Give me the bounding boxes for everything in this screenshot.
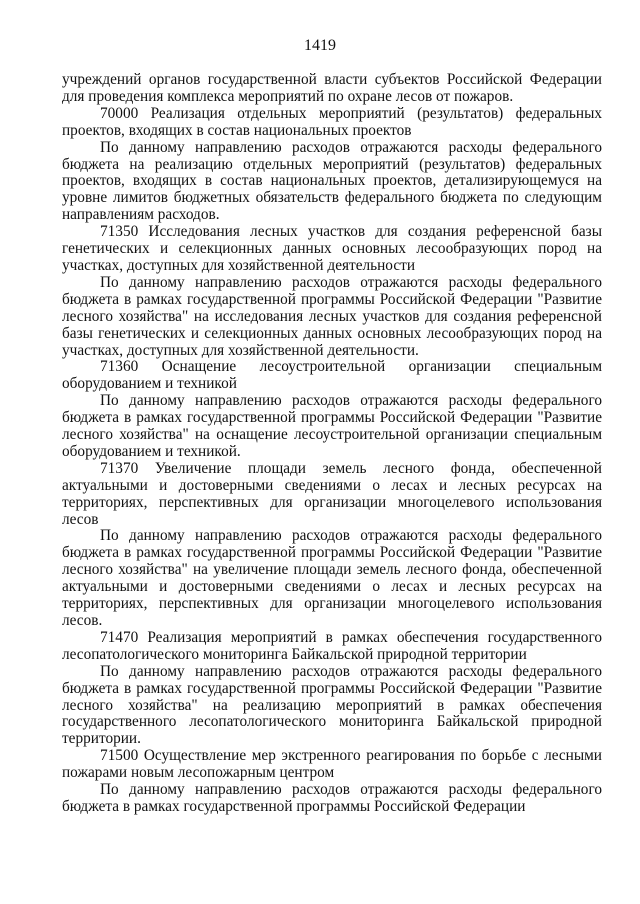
paragraph: По данному направлению расходов отражаются расходы федерального бюджета в рамках государственной программы Российской Федерации "Развитие лесного хозяйства" на оснащение лесоустроительной организации специальным оборудованием и техникой. xyxy=(62,392,602,460)
paragraph: учреждений органов государственной власти субъектов Российской Федерации для проведения комплекса мероприятий по охране лесов от пожаров. xyxy=(62,71,602,105)
document-body xyxy=(62,72,602,816)
paragraph: 71360 Оснащение лесоустроительной организации специальным оборудованием и техникой xyxy=(62,358,602,393)
paragraph: По данному направлению расходов отражаются расходы федерального бюджета в рамках государственной программы Российской Федерации "Развитие лесного хозяйства" на реализацию мероприятий в рамках обеспечения государственного лесопатологического мониторинга Байкальской природной территории. xyxy=(62,662,602,748)
paragraph: По данному направлению расходов отражаются расходы федерального бюджета в рамках государственной программы Российской Федерации xyxy=(62,781,602,815)
paragraph: 70000 Реализация отдельных мероприятий (результатов) федеральных проектов, входящих в состав национальных проектов xyxy=(62,104,602,139)
page-number: 1419 xyxy=(304,37,336,54)
paragraph: 71470 Реализация мероприятий в рамках обеспечения государственного лесопатологического мониторинга Байкальской природной территории xyxy=(62,628,602,663)
paragraph: По данному направлению расходов отражаются расходы федерального бюджета в рамках государственной программы Российской Федерации "Развитие лесного хозяйства" на исследования лесных участков для создания референсной базы генетических и селекционных данных основных лесообразующих пород на участках, доступных для хозяйственной деятельности. xyxy=(62,273,602,359)
paragraph: По данному направлению расходов отражаются расходы федерального бюджета в рамках государственной программы Российской Федерации "Развитие лесного хозяйства" на увеличение площади земель лесного фонда, обеспеченной актуальными и достоверными сведениями о лесах и лесных ресурсах на территориях, перспективных для организации многоцелевого использования лесов. xyxy=(62,527,602,629)
paragraph: По данному направлению расходов отражаются расходы федерального бюджета на реализацию отдельных мероприятий (результатов) федеральных проектов, входящих в состав национальных проектов, детализирующемуся на уровне лимитов бюджетных обязательств федерального бюджета по следующим направлениям расходов. xyxy=(62,138,602,224)
paragraph: 71370 Увеличение площади земель лесного фонда, обеспеченной актуальными и достоверными сведениями о лесах и лесных ресурсах на территориях, перспективных для организации многоцелевого использования лесов xyxy=(62,459,602,528)
paragraph: 71350 Исследования лесных участков для создания референсной базы генетических и селекционных данных основных лесообразующих пород на участках, доступных для хозяйственной деятельности xyxy=(62,223,602,274)
paragraph: 71500 Осуществление мер экстренного реагирования по борьбе с лесными пожарами новым лесопожарным центром xyxy=(62,747,602,782)
